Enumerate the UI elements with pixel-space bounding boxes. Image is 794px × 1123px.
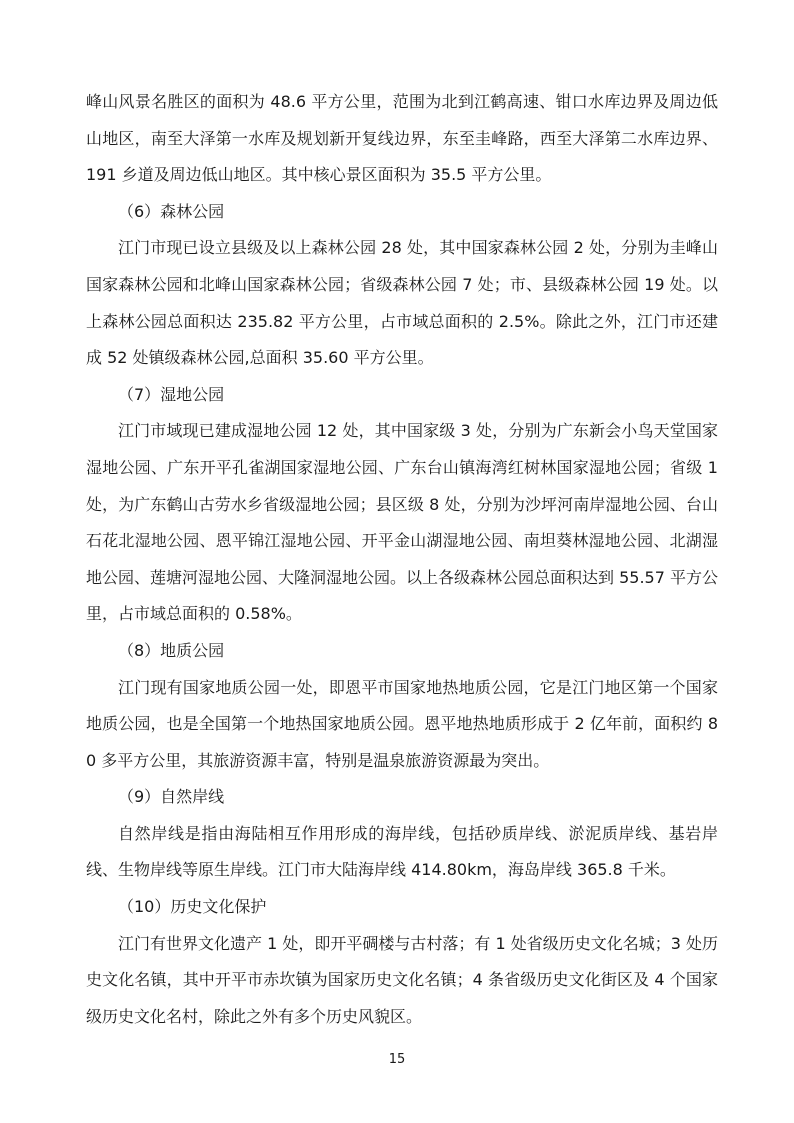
paragraph-wetland-parks: 江门市域现已建成湿地公园 12 处，其中国家级 3 处，分别为广东新会小鸟天堂国家湿地公园、广东开平孔雀湖国家湿地公园、广东台山镇海湾红树林国家湿地公园；省级 1 处，为广东鹤山古劳水乡省级湿地公园；县区级 8 处，分别为沙坪河南岸湿地公园、台山石花北湿地公园、恩平锦江湿地公园、开平金山湖湿地公园、南坦葵林湿地公园、北湖湿地公园、莲塘河湿地公园、大隆洞湿地公园。以上各级森林公园总面积达到 55.57 平方公里，占市域总面积的 0.58%。 [86, 421, 718, 624]
page-content [86, 84, 718, 1035]
page-number: 15 [388, 1052, 406, 1067]
heading-forest-parks: （6）森林公园 [118, 201, 225, 221]
paragraph-historic-culture: 江门有世界文化遗产 1 处，即开平碉楼与古村落；有 1 处省级历史文化名城；3 处历史文化名镇，其中开平市赤坎镇为国家历史文化名镇；4 条省级历史文化街区及 4 个国家级历史文化名村，除此之外有多个历史风貌区。 [86, 933, 718, 1026]
heading-geoparks: （8）地质公园 [118, 640, 225, 660]
paragraph-natural-coastline: 自然岸线是指由海陆相互作用形成的海岸线，包括砂质岸线、淤泥质岸线、基岩岸线、生物岸线等原生岸线。江门市大陆海岸线 414.80km，海岛岸线 365.8 千米。 [86, 823, 718, 880]
heading-historic-culture: （10）历史文化保护 [118, 897, 267, 917]
heading-natural-coastline: （9）自然岸线 [118, 787, 225, 807]
paragraph-geoparks: 江门现有国家地质公园一处，即恩平市国家地热地质公园，它是江门地区第一个国家地质公园，也是全国第一个地热国家地质公园。恩平地热地质形成于 2 亿年前，面积约 80 多平方公里，其旅游资源丰富，特别是温泉旅游资源最为突出。 [86, 677, 718, 770]
heading-wetland-parks: （7）湿地公园 [118, 384, 225, 404]
paragraph-forest-parks: 江门市现已设立县级及以上森林公园 28 处，其中国家森林公园 2 处，分别为圭峰山国家森林公园和北峰山国家森林公园；省级森林公园 7 处；市、县级森林公园 19 处。以上森林公园总面积达 235.82 平方公里，占市域总面积的 2.5%。除此之外，江门市还建成 52 处镇级森林公园,总面积 35.60 平方公里。 [86, 238, 718, 368]
paragraph-scenic-area: 峰山风景名胜区的面积为 48.6 平方公里，范围为北到江鹤高速、钳口水库边界及周边低山地区，南至大泽第一水库及规划新开复线边界，东至圭峰路，西至大泽第二水库边界、191 乡道及周边低山地区。其中核心景区面积为 35.5 平方公里。 [86, 92, 718, 185]
